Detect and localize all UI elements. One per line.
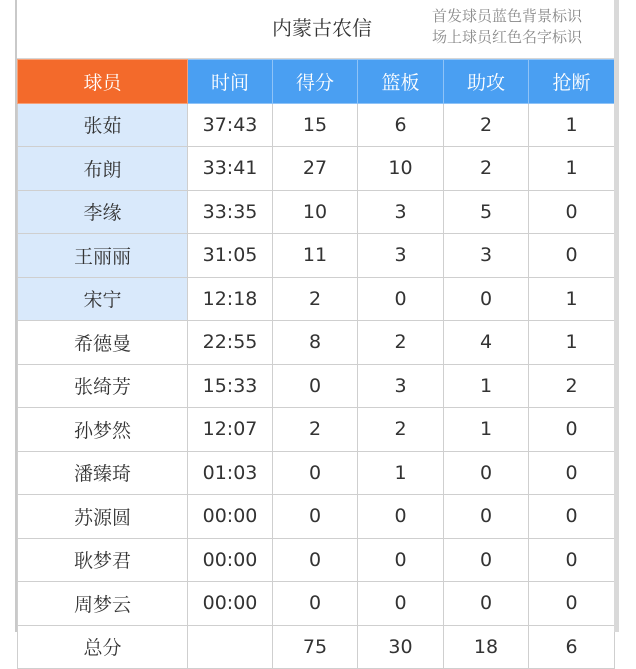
totals-points-cell: 75 xyxy=(273,625,358,669)
steals-cell: 0 xyxy=(529,190,615,234)
points-cell: 27 xyxy=(273,147,358,191)
assists-cell: 1 xyxy=(444,364,529,408)
table-row xyxy=(18,147,615,191)
points-cell: 11 xyxy=(273,234,358,278)
table-row xyxy=(18,321,615,365)
rebounds-cell: 1 xyxy=(358,451,444,495)
team-name: 内蒙古农信 xyxy=(272,16,372,40)
player-name-cell: 耿梦君 xyxy=(18,538,188,582)
rebounds-cell: 2 xyxy=(358,321,444,365)
player-name-cell: 周梦云 xyxy=(18,582,188,626)
points-cell: 8 xyxy=(273,321,358,365)
column-header-rebounds[interactable]: 篮板 xyxy=(358,60,444,104)
assists-cell: 0 xyxy=(444,495,529,539)
rebounds-cell: 3 xyxy=(358,234,444,278)
time-cell: 15:33 xyxy=(188,364,273,408)
time-cell: 01:03 xyxy=(188,451,273,495)
table-row xyxy=(18,277,615,321)
rebounds-cell: 2 xyxy=(358,408,444,452)
player-name-cell: 王丽丽 xyxy=(18,234,188,278)
legend-starter-note: 首发球员蓝色背景标识 xyxy=(432,7,583,25)
player-name-cell: 布朗 xyxy=(18,147,188,191)
time-cell: 12:18 xyxy=(188,277,273,321)
table-row xyxy=(18,364,615,408)
player-stats-table xyxy=(17,59,615,669)
steals-cell: 0 xyxy=(529,408,615,452)
totals-row xyxy=(18,625,615,669)
steals-cell: 1 xyxy=(529,147,615,191)
steals-cell: 0 xyxy=(529,582,615,626)
steals-cell: 0 xyxy=(529,538,615,582)
assists-cell: 5 xyxy=(444,190,529,234)
time-cell: 37:43 xyxy=(188,103,273,147)
time-cell: 00:00 xyxy=(188,582,273,626)
time-cell: 33:35 xyxy=(188,190,273,234)
steals-cell: 1 xyxy=(529,321,615,365)
rebounds-cell: 3 xyxy=(358,190,444,234)
table-row xyxy=(18,495,615,539)
time-cell: 12:07 xyxy=(188,408,273,452)
rebounds-cell: 0 xyxy=(358,538,444,582)
player-name-cell: 苏源圆 xyxy=(18,495,188,539)
time-cell: 22:55 xyxy=(188,321,273,365)
legend xyxy=(432,6,582,48)
time-cell: 33:41 xyxy=(188,147,273,191)
assists-cell: 3 xyxy=(444,234,529,278)
table-row xyxy=(18,103,615,147)
time-cell: 00:00 xyxy=(188,538,273,582)
table-row xyxy=(18,190,615,234)
right-scroll-edge xyxy=(614,0,619,632)
player-name-cell: 孙梦然 xyxy=(18,408,188,452)
steals-cell: 1 xyxy=(529,277,615,321)
points-cell: 0 xyxy=(273,364,358,408)
points-cell: 0 xyxy=(273,538,358,582)
rebounds-cell: 3 xyxy=(358,364,444,408)
totals-time-cell xyxy=(188,625,273,669)
player-name-cell: 宋宁 xyxy=(18,277,188,321)
totals-rebounds-cell: 30 xyxy=(358,625,444,669)
steals-cell: 0 xyxy=(529,451,615,495)
column-header-assists[interactable]: 助攻 xyxy=(444,60,529,104)
table-row xyxy=(18,451,615,495)
player-name-cell: 潘臻琦 xyxy=(18,451,188,495)
totals-assists-cell: 18 xyxy=(444,625,529,669)
rebounds-cell: 6 xyxy=(358,103,444,147)
player-name-cell: 张茹 xyxy=(18,103,188,147)
steals-cell: 0 xyxy=(529,495,615,539)
player-name-cell: 希德曼 xyxy=(18,321,188,365)
legend-oncourt-note: 场上球员红色名字标识 xyxy=(432,28,583,46)
assists-cell: 2 xyxy=(444,103,529,147)
assists-cell: 4 xyxy=(444,321,529,365)
column-header-steals[interactable]: 抢断 xyxy=(529,60,615,104)
player-name-cell: 李缘 xyxy=(18,190,188,234)
assists-cell: 1 xyxy=(444,408,529,452)
player-name-cell: 张绮芳 xyxy=(18,364,188,408)
column-header-points[interactable]: 得分 xyxy=(273,60,358,104)
table-row xyxy=(18,538,615,582)
table-body xyxy=(18,103,615,669)
points-cell: 15 xyxy=(273,103,358,147)
team-header xyxy=(17,0,614,59)
header-row xyxy=(18,60,615,104)
assists-cell: 2 xyxy=(444,147,529,191)
rebounds-cell: 0 xyxy=(358,277,444,321)
table-header xyxy=(18,60,615,104)
rebounds-cell: 0 xyxy=(358,495,444,539)
points-cell: 2 xyxy=(273,408,358,452)
points-cell: 0 xyxy=(273,582,358,626)
time-cell: 00:00 xyxy=(188,495,273,539)
assists-cell: 0 xyxy=(444,451,529,495)
table-row xyxy=(18,408,615,452)
column-header-time[interactable]: 时间 xyxy=(188,60,273,104)
time-cell: 31:05 xyxy=(188,234,273,278)
assists-cell: 0 xyxy=(444,538,529,582)
steals-cell: 0 xyxy=(529,234,615,278)
assists-cell: 0 xyxy=(444,277,529,321)
totals-steals-cell: 6 xyxy=(529,625,615,669)
points-cell: 0 xyxy=(273,495,358,539)
steals-cell: 1 xyxy=(529,103,615,147)
column-header-player[interactable]: 球员 xyxy=(18,60,188,104)
assists-cell: 0 xyxy=(444,582,529,626)
rebounds-cell: 0 xyxy=(358,582,444,626)
steals-cell: 2 xyxy=(529,364,615,408)
points-cell: 0 xyxy=(273,451,358,495)
table-row xyxy=(18,234,615,278)
rebounds-cell: 10 xyxy=(358,147,444,191)
points-cell: 2 xyxy=(273,277,358,321)
table-row xyxy=(18,582,615,626)
points-cell: 10 xyxy=(273,190,358,234)
totals-label-cell: 总分 xyxy=(18,625,188,669)
